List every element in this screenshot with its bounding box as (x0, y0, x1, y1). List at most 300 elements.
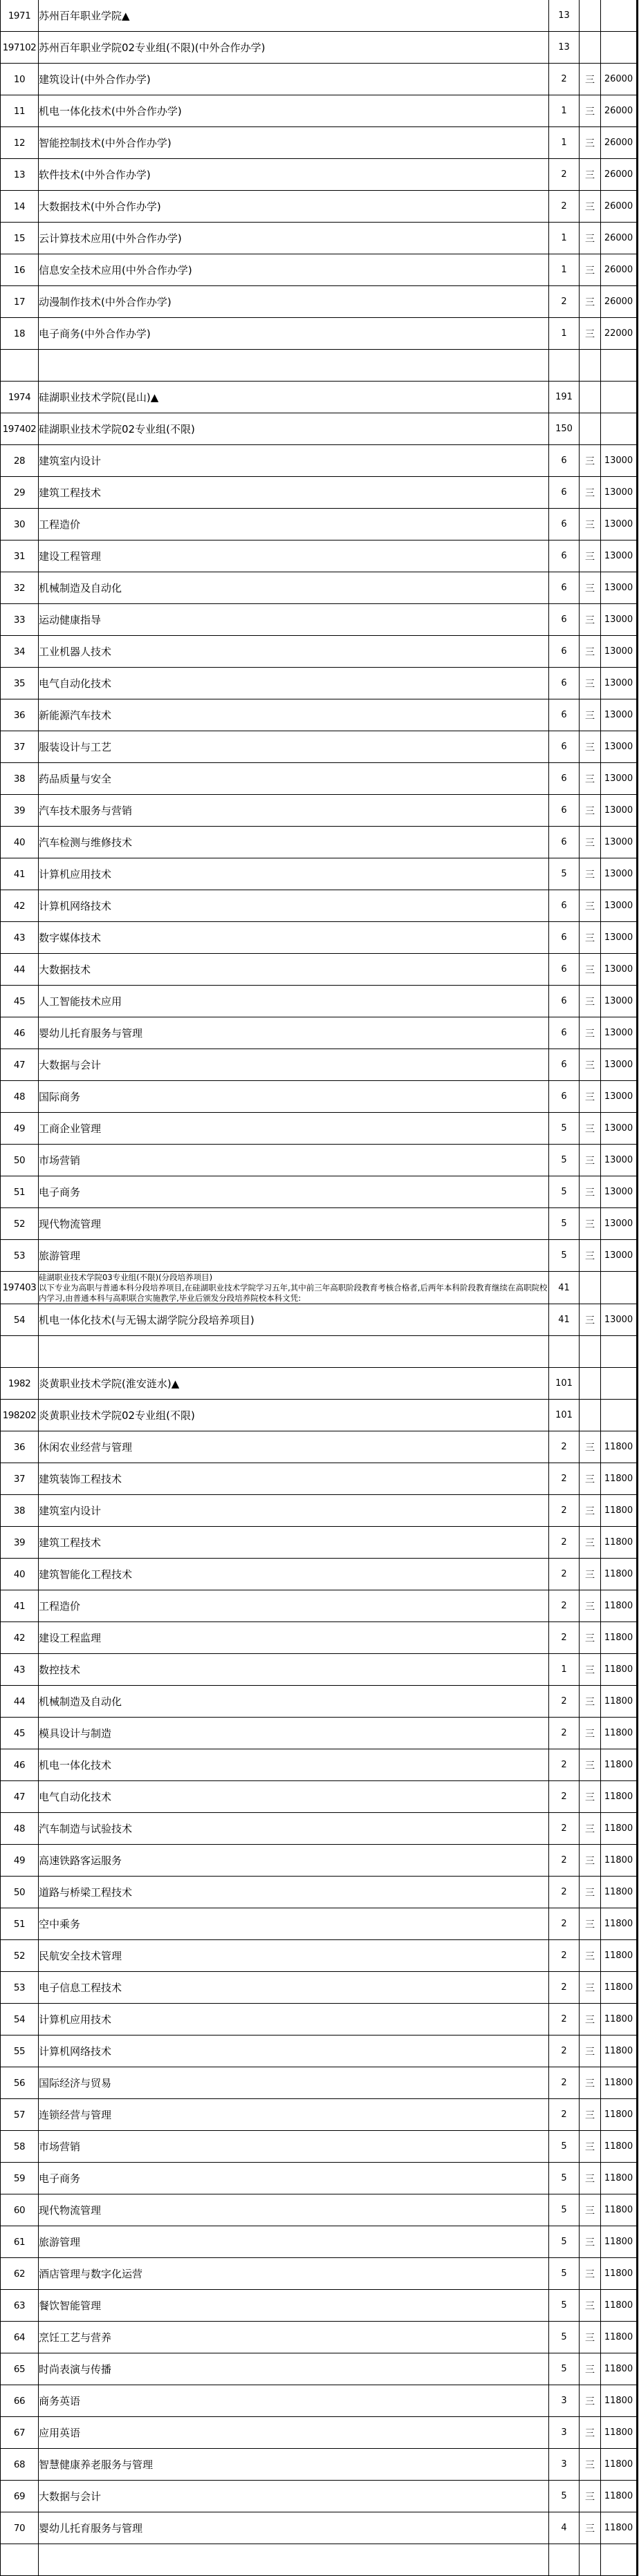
major-group-note-row (1, 1272, 638, 1304)
code-cell: 1982 (1, 1368, 39, 1400)
tuition-fee-cell: 13000 (601, 986, 638, 1017)
major-row (1, 95, 638, 127)
tuition-fee-cell: 26000 (601, 223, 638, 254)
plan-count-cell: 2 (549, 2067, 580, 2099)
major-name-cell: 电子商务 (39, 2163, 549, 2194)
major-row (1, 64, 638, 95)
plan-count-cell: 2 (549, 159, 580, 191)
code-cell: 46 (1, 1017, 39, 1049)
plan-count-cell: 6 (549, 986, 580, 1017)
batch-cell: 三 (580, 1081, 601, 1113)
tuition-fee-cell: 13000 (601, 699, 638, 731)
code-cell: 68 (1, 2449, 39, 2481)
batch-cell: 三 (580, 159, 601, 191)
major-name-cell: 市场营销 (39, 2131, 549, 2163)
plan-count-cell: 5 (549, 2481, 580, 2512)
batch-cell (580, 32, 601, 64)
code-cell: 28 (1, 445, 39, 477)
tuition-fee-cell (601, 1368, 638, 1400)
plan-count-cell: 2 (549, 1495, 580, 1527)
plan-count-cell: 6 (549, 477, 580, 509)
major-name-cell: 工程造价 (39, 509, 549, 540)
tuition-fee-cell: 11800 (601, 2385, 638, 2417)
major-name-cell: 应用英语 (39, 2417, 549, 2449)
batch-cell: 三 (580, 95, 601, 127)
major-name-cell: 苏州百年职业学院▲ (39, 0, 549, 32)
tuition-fee-cell: 11800 (601, 2226, 638, 2258)
plan-count-cell: 6 (549, 604, 580, 636)
batch-cell: 三 (580, 795, 601, 827)
batch-cell: 三 (580, 986, 601, 1017)
tuition-fee-cell: 26000 (601, 64, 638, 95)
tuition-fee-cell: 13000 (601, 1017, 638, 1049)
tuition-fee-cell (601, 382, 638, 413)
code-cell: 15 (1, 223, 39, 254)
plan-count-cell: 2 (549, 1559, 580, 1590)
tuition-fee-cell: 11800 (601, 2481, 638, 2512)
code-cell: 47 (1, 1049, 39, 1081)
plan-count-cell: 2 (549, 286, 580, 318)
major-name-cell: 电气自动化技术 (39, 1781, 549, 1813)
plan-count-cell: 101 (549, 1368, 580, 1400)
tuition-fee-cell: 11800 (601, 2194, 638, 2226)
tuition-fee-cell: 11800 (601, 1877, 638, 1908)
plan-count-cell: 5 (549, 2226, 580, 2258)
major-row (1, 572, 638, 604)
plan-count-cell: 6 (549, 445, 580, 477)
tuition-fee-cell: 13000 (601, 1113, 638, 1145)
major-row (1, 1590, 638, 1622)
major-row (1, 1686, 638, 1718)
major-row (1, 254, 638, 286)
tuition-fee-cell: 26000 (601, 95, 638, 127)
batch-cell: 三 (580, 1240, 601, 1272)
batch-cell: 三 (580, 1463, 601, 1495)
batch-cell: 三 (580, 1940, 601, 1972)
batch-cell: 三 (580, 731, 601, 763)
major-group-row (1, 32, 638, 64)
plan-count-cell: 2 (549, 1431, 580, 1463)
plan-count-cell: 191 (549, 382, 580, 413)
major-name-cell: 餐饮智能管理 (39, 2290, 549, 2322)
batch-cell: 三 (580, 1813, 601, 1845)
major-name-cell: 数控技术 (39, 1654, 549, 1686)
tuition-fee-cell: 13000 (601, 1208, 638, 1240)
tuition-fee-cell: 26000 (601, 286, 638, 318)
major-row (1, 1113, 638, 1145)
tuition-fee-cell: 13000 (601, 1049, 638, 1081)
batch-cell: 三 (580, 2481, 601, 2512)
tuition-fee-cell: 11800 (601, 2099, 638, 2131)
batch-cell (580, 1272, 601, 1304)
major-name-cell: 旅游管理 (39, 2226, 549, 2258)
plan-count-cell: 2 (549, 1877, 580, 1908)
major-row (1, 2036, 638, 2067)
code-cell: 51 (1, 1908, 39, 1940)
batch-cell: 三 (580, 2194, 601, 2226)
major-row (1, 668, 638, 699)
code-cell: 52 (1, 1208, 39, 1240)
code-cell: 46 (1, 1749, 39, 1781)
tuition-fee-cell: 26000 (601, 127, 638, 159)
major-name-cell: 电子商务(中外合作办学) (39, 318, 549, 350)
major-name-cell: 商务英语 (39, 2385, 549, 2417)
code-cell: 41 (1, 1590, 39, 1622)
major-name-cell: 软件技术(中外合作办学) (39, 159, 549, 191)
batch-cell: 三 (580, 858, 601, 890)
major-row (1, 1908, 638, 1940)
batch-cell: 三 (580, 1049, 601, 1081)
plan-count-cell: 2 (549, 1622, 580, 1654)
major-name-cell: 计算机网络技术 (39, 2036, 549, 2067)
major-name-cell: 酒店管理与数字化运营 (39, 2258, 549, 2290)
tuition-fee-cell: 11800 (601, 2258, 638, 2290)
plan-count-cell: 2 (549, 2099, 580, 2131)
code-cell: 38 (1, 763, 39, 795)
batch-cell: 三 (580, 2099, 601, 2131)
segmented-training-note: 以下专业为高职与普通本科分段培养项目,在硅湖职业技术学院学习五年,其中前三年高职阶段教育考核合格者,后两年本科阶段教育继续在高职院校内学习,由普通本科与高职联合实施教学,毕业后颁发分段培养院校本科文凭: (39, 1283, 548, 1303)
code-cell: 61 (1, 2226, 39, 2258)
major-name-cell: 婴幼儿托育服务与管理 (39, 2512, 549, 2544)
major-row (1, 954, 638, 986)
batch-cell: 三 (580, 1304, 601, 1336)
tuition-fee-cell (601, 1400, 638, 1431)
major-name-cell: 市场营销 (39, 1145, 549, 1176)
batch-cell: 三 (580, 636, 601, 668)
tuition-fee-cell: 11800 (601, 2512, 638, 2544)
plan-count-cell: 3 (549, 2449, 580, 2481)
major-row (1, 1813, 638, 1845)
plan-count-cell: 2 (549, 1590, 580, 1622)
tuition-fee-cell: 11800 (601, 2417, 638, 2449)
plan-count-cell: 6 (549, 1081, 580, 1113)
major-name-cell: 硅湖职业技术学院(昆山)▲ (39, 382, 549, 413)
plan-count-cell: 5 (549, 2322, 580, 2353)
tuition-fee-cell: 13000 (601, 763, 638, 795)
plan-count-cell: 2 (549, 1718, 580, 1749)
code-cell: 44 (1, 954, 39, 986)
major-row (1, 827, 638, 858)
major-row (1, 1081, 638, 1113)
code-cell (1, 350, 39, 382)
major-row (1, 2131, 638, 2163)
tuition-fee-cell: 13000 (601, 954, 638, 986)
batch-cell: 三 (580, 445, 601, 477)
code-cell: 36 (1, 699, 39, 731)
code-cell: 12 (1, 127, 39, 159)
code-cell: 16 (1, 254, 39, 286)
plan-count-cell: 5 (549, 1113, 580, 1145)
batch-cell: 三 (580, 2449, 601, 2481)
code-cell: 45 (1, 1718, 39, 1749)
code-cell: 53 (1, 1972, 39, 2004)
code-cell: 49 (1, 1113, 39, 1145)
major-row (1, 2194, 638, 2226)
tuition-fee-cell: 13000 (601, 572, 638, 604)
plan-count-cell: 2 (549, 191, 580, 223)
code-cell: 38 (1, 1495, 39, 1527)
plan-count-cell: 2 (549, 1463, 580, 1495)
code-cell: 31 (1, 540, 39, 572)
plan-count-cell: 5 (549, 2290, 580, 2322)
major-row (1, 1176, 638, 1208)
code-cell: 11 (1, 95, 39, 127)
plan-count-cell: 6 (549, 636, 580, 668)
tuition-fee-cell: 11800 (601, 1431, 638, 1463)
batch-cell: 三 (580, 2036, 601, 2067)
tuition-fee-cell (601, 0, 638, 32)
tuition-fee-cell: 11800 (601, 2163, 638, 2194)
major-name-cell: 建设工程管理 (39, 540, 549, 572)
code-cell (1, 1336, 39, 1368)
batch-cell: 三 (580, 223, 601, 254)
plan-count-cell: 6 (549, 922, 580, 954)
major-row (1, 731, 638, 763)
plan-count-cell: 2 (549, 64, 580, 95)
batch-cell: 三 (580, 922, 601, 954)
major-row (1, 763, 638, 795)
major-name-cell: 烹饪工艺与营养 (39, 2322, 549, 2353)
code-cell: 42 (1, 1622, 39, 1654)
major-name-cell: 旅游管理 (39, 1240, 549, 1272)
major-name-cell: 计算机网络技术 (39, 890, 549, 922)
code-cell: 41 (1, 858, 39, 890)
tuition-fee-cell: 11800 (601, 1845, 638, 1877)
college-row (1, 382, 638, 413)
major-row (1, 1622, 638, 1654)
code-cell: 59 (1, 2163, 39, 2194)
tuition-fee-cell: 13000 (601, 1176, 638, 1208)
plan-count-cell: 2 (549, 1781, 580, 1813)
major-row (1, 1463, 638, 1495)
major-name-cell (39, 350, 549, 382)
major-name-cell: 炎黄职业技术学院(淮安涟水)▲ (39, 1368, 549, 1400)
major-row (1, 445, 638, 477)
tuition-fee-cell: 11800 (601, 2322, 638, 2353)
code-cell: 32 (1, 572, 39, 604)
tuition-fee-cell: 13000 (601, 445, 638, 477)
batch-cell: 三 (580, 1781, 601, 1813)
group-title: 硅湖职业技术学院03专业组(不限)(分段培养项目) (39, 1272, 213, 1283)
plan-count-cell: 101 (549, 1400, 580, 1431)
batch-cell (580, 1336, 601, 1368)
plan-count-cell: 6 (549, 731, 580, 763)
major-name-cell: 建筑装饰工程技术 (39, 1463, 549, 1495)
tuition-fee-cell (601, 413, 638, 445)
code-cell: 44 (1, 1686, 39, 1718)
major-row (1, 1017, 638, 1049)
major-name-cell: 动漫制作技术(中外合作办学) (39, 286, 549, 318)
code-cell: 53 (1, 1240, 39, 1272)
code-cell: 29 (1, 477, 39, 509)
tuition-fee-cell: 13000 (601, 1145, 638, 1176)
tuition-fee-cell: 11800 (601, 2449, 638, 2481)
batch-cell: 三 (580, 1654, 601, 1686)
major-row (1, 1049, 638, 1081)
major-name-cell: 建筑智能化工程技术 (39, 1559, 549, 1590)
plan-count-cell: 1 (549, 127, 580, 159)
tuition-fee-cell: 13000 (601, 858, 638, 890)
major-row (1, 1940, 638, 1972)
major-name-cell: 大数据技术(中外合作办学) (39, 191, 549, 223)
plan-count-cell: 1 (549, 1654, 580, 1686)
batch-cell (580, 382, 601, 413)
plan-count-cell: 150 (549, 413, 580, 445)
major-name-cell: 连锁经营与管理 (39, 2099, 549, 2131)
tuition-fee-cell (601, 1336, 638, 1368)
tuition-fee-cell: 11800 (601, 1813, 638, 1845)
plan-count-cell: 2 (549, 2036, 580, 2067)
plan-count-cell: 6 (549, 1049, 580, 1081)
tuition-fee-cell (601, 32, 638, 64)
major-row (1, 1845, 638, 1877)
major-row (1, 699, 638, 731)
major-name-cell (39, 1272, 549, 1304)
major-row (1, 1240, 638, 1272)
major-name-cell (39, 2544, 549, 2576)
major-row (1, 2449, 638, 2481)
plan-count-cell: 3 (549, 2385, 580, 2417)
code-cell: 58 (1, 2131, 39, 2163)
code-cell: 50 (1, 1145, 39, 1176)
major-name-cell: 数字媒体技术 (39, 922, 549, 954)
tuition-fee-cell: 13000 (601, 477, 638, 509)
code-cell: 198202 (1, 1400, 39, 1431)
tuition-fee-cell: 11800 (601, 2353, 638, 2385)
plan-count-cell: 2 (549, 1940, 580, 1972)
plan-count-cell: 6 (549, 509, 580, 540)
plan-count-cell: 2 (549, 1527, 580, 1559)
tuition-fee-cell: 13000 (601, 668, 638, 699)
major-row (1, 540, 638, 572)
plan-count-cell: 2 (549, 1813, 580, 1845)
code-cell: 66 (1, 2385, 39, 2417)
major-name-cell: 工商企业管理 (39, 1113, 549, 1145)
major-row (1, 1654, 638, 1686)
code-cell: 40 (1, 827, 39, 858)
major-row (1, 858, 638, 890)
code-cell: 52 (1, 1940, 39, 1972)
code-cell: 14 (1, 191, 39, 223)
major-name-cell: 国际经济与贸易 (39, 2067, 549, 2099)
code-cell: 64 (1, 2322, 39, 2353)
code-cell: 57 (1, 2099, 39, 2131)
major-group-row (1, 1400, 638, 1431)
code-cell: 65 (1, 2353, 39, 2385)
major-row (1, 1749, 638, 1781)
plan-count-cell: 2 (549, 1972, 580, 2004)
batch-cell: 三 (580, 1431, 601, 1463)
batch-cell: 三 (580, 699, 601, 731)
code-cell: 51 (1, 1176, 39, 1208)
code-cell: 67 (1, 2417, 39, 2449)
batch-cell: 三 (580, 1972, 601, 2004)
plan-count-cell: 5 (549, 2353, 580, 2385)
major-name-cell: 炎黄职业技术学院02专业组(不限) (39, 1400, 549, 1431)
batch-cell: 三 (580, 2004, 601, 2036)
plan-count-cell: 1 (549, 318, 580, 350)
major-row (1, 1208, 638, 1240)
batch-cell: 三 (580, 827, 601, 858)
plan-count-cell: 1 (549, 254, 580, 286)
tuition-fee-cell: 13000 (601, 1081, 638, 1113)
plan-count-cell: 41 (549, 1304, 580, 1336)
major-name-cell: 人工智能技术应用 (39, 986, 549, 1017)
plan-count-cell: 5 (549, 2131, 580, 2163)
plan-count-cell: 2 (549, 1845, 580, 1877)
plan-count-cell: 6 (549, 763, 580, 795)
tuition-fee-cell: 11800 (601, 2004, 638, 2036)
major-name-cell: 模具设计与制造 (39, 1718, 549, 1749)
major-name-cell: 电子商务 (39, 1176, 549, 1208)
tuition-fee-cell: 13000 (601, 731, 638, 763)
major-name-cell: 工业机器人技术 (39, 636, 549, 668)
batch-cell: 三 (580, 191, 601, 223)
major-row (1, 795, 638, 827)
code-cell: 63 (1, 2290, 39, 2322)
batch-cell: 三 (580, 254, 601, 286)
plan-count-cell: 6 (549, 954, 580, 986)
batch-cell: 三 (580, 1622, 601, 1654)
batch-cell: 三 (580, 1145, 601, 1176)
tuition-fee-cell: 13000 (601, 509, 638, 540)
major-name-cell: 建筑工程技术 (39, 1527, 549, 1559)
empty-separator-row (1, 350, 638, 382)
code-cell: 54 (1, 1304, 39, 1336)
tuition-fee-cell: 22000 (601, 318, 638, 350)
major-row (1, 1877, 638, 1908)
plan-count-cell: 5 (549, 2258, 580, 2290)
major-row (1, 1527, 638, 1559)
major-name-cell: 信息安全技术应用(中外合作办学) (39, 254, 549, 286)
major-row (1, 1781, 638, 1813)
code-cell: 50 (1, 1877, 39, 1908)
major-row (1, 1145, 638, 1176)
major-row (1, 2004, 638, 2036)
major-row (1, 1972, 638, 2004)
major-name-cell: 运动健康指导 (39, 604, 549, 636)
tuition-fee-cell: 11800 (601, 2131, 638, 2163)
batch-cell: 三 (580, 1749, 601, 1781)
major-row (1, 2417, 638, 2449)
code-cell: 1974 (1, 382, 39, 413)
major-name-cell: 计算机应用技术 (39, 858, 549, 890)
tuition-fee-cell: 11800 (601, 1559, 638, 1590)
tuition-fee-cell (601, 1272, 638, 1304)
code-cell: 55 (1, 2036, 39, 2067)
batch-cell: 三 (580, 1017, 601, 1049)
major-name-cell: 现代物流管理 (39, 2194, 549, 2226)
major-row (1, 1495, 638, 1527)
major-name-cell: 大数据与会计 (39, 1049, 549, 1081)
code-cell: 49 (1, 1845, 39, 1877)
tuition-fee-cell: 26000 (601, 191, 638, 223)
major-name-cell: 汽车技术服务与营销 (39, 795, 549, 827)
plan-count-cell: 2 (549, 1686, 580, 1718)
code-cell: 42 (1, 890, 39, 922)
tuition-fee-cell: 11800 (601, 1527, 638, 1559)
plan-count-cell (549, 1336, 580, 1368)
tuition-fee-cell: 11800 (601, 1781, 638, 1813)
major-row (1, 2512, 638, 2544)
batch-cell (580, 413, 601, 445)
tuition-fee-cell: 13000 (601, 636, 638, 668)
major-name-cell: 电子信息工程技术 (39, 1972, 549, 2004)
code-cell: 69 (1, 2481, 39, 2512)
tuition-fee-cell: 11800 (601, 1654, 638, 1686)
code-cell: 56 (1, 2067, 39, 2099)
major-name-cell: 新能源汽车技术 (39, 699, 549, 731)
